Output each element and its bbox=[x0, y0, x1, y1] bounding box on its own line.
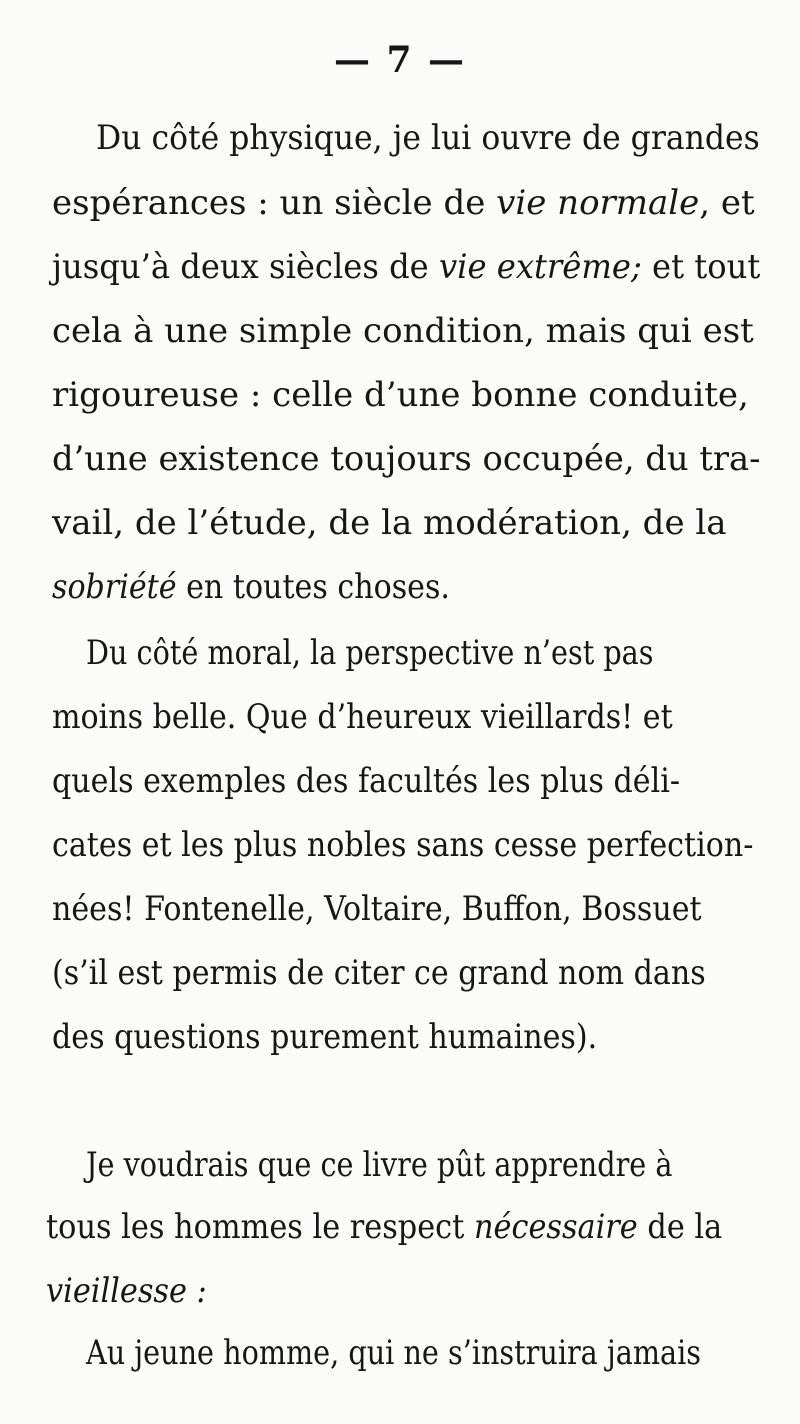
paragraph3-line1: Je voudrais que ce livre pût apprendre à bbox=[86, 1145, 673, 1185]
italic-text: vieillesse : bbox=[46, 1271, 207, 1311]
paragraph1-line3 bbox=[52, 247, 761, 287]
text-run: jusqu’à deux siècles de bbox=[52, 247, 439, 287]
text-run: tous les hommes le respect bbox=[46, 1207, 474, 1247]
text-run: en toutes choses. bbox=[176, 567, 450, 607]
paragraph3-line3 bbox=[46, 1271, 760, 1311]
text-run: et tout bbox=[641, 247, 761, 287]
paragraph2-line6: (s’il est permis de citer ce grand nom dans bbox=[52, 953, 706, 993]
paragraph1-line4: cela à une simple condition, mais qui est bbox=[52, 311, 754, 351]
paragraph1-line6: d’une existence toujours occupée, du tra- bbox=[52, 439, 761, 479]
italic-text: nécessaire bbox=[473, 1207, 638, 1247]
paragraph2-line7: des questions purement humaines). bbox=[52, 1017, 598, 1057]
text-run: , et bbox=[699, 183, 755, 223]
paragraph3-line2 bbox=[46, 1207, 760, 1247]
italic-text: vie normale bbox=[496, 183, 700, 223]
page-number: — 7 — bbox=[333, 39, 467, 81]
paragraph4-line1: Au jeune homme, qui ne s’instruira jamais bbox=[86, 1333, 702, 1373]
paragraph2-line1: Du côté moral, la perspective n’est pas bbox=[86, 633, 654, 673]
paragraph2-line5: nées! Fontenelle, Voltaire, Buffon, Bossuet bbox=[52, 889, 702, 929]
paragraph1-line7: vail, de l’étude, de la modération, de la bbox=[52, 503, 727, 543]
paragraph1-line2 bbox=[52, 183, 755, 223]
text-run: de la bbox=[637, 1207, 723, 1247]
italic-text: vie extrême; bbox=[438, 247, 642, 287]
paragraph1-line1: Du côté physique, je lui ouvre de grandes bbox=[96, 118, 760, 158]
paragraph2-line3: quels exemples des facultés les plus déli- bbox=[52, 761, 681, 801]
paragraph1-line8 bbox=[52, 567, 760, 607]
paragraph1-line5: rigoureuse : celle d’une bonne conduite, bbox=[52, 375, 749, 415]
paragraph2-line2: moins belle. Que d’heureux vieillards! et bbox=[52, 697, 673, 737]
text-run: espérances : un siècle de bbox=[52, 183, 497, 223]
paragraph2-line4: cates et les plus nobles sans cesse perfection- bbox=[52, 825, 754, 865]
italic-text: sobriété bbox=[52, 567, 177, 607]
